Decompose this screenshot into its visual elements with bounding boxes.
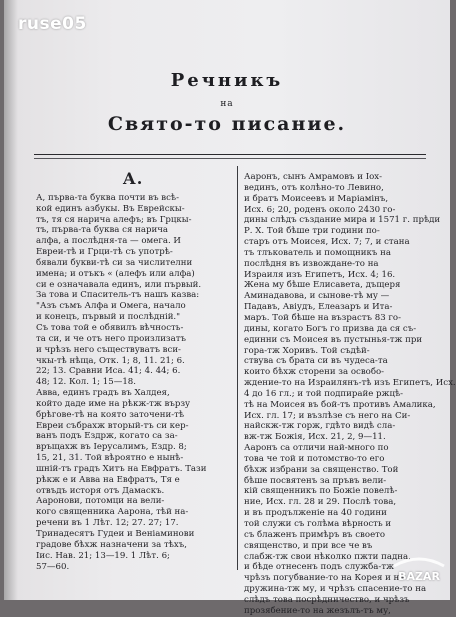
left-column-line: алфа, а послѣдня-та — омега. И bbox=[36, 236, 181, 247]
left-column-line: 22; 13. Сравни Иса. 41; 4. 44; 6. bbox=[36, 366, 181, 377]
left-column-line: Тринадесятъ Гудеи и Веніаминови bbox=[36, 529, 195, 539]
left-column-line: ванъ подъ Ездрж, когато са за- bbox=[36, 431, 178, 442]
right-column-line: слабж-тж свои нѣколко пжти падна, bbox=[244, 551, 411, 562]
right-column-line: кій священникъ по Божіе повелѣ- bbox=[244, 486, 398, 497]
right-column-line: дружина-тж му, и чрѣзъ спасение-то на bbox=[244, 584, 427, 595]
right-column-line: които бѣхж сторени за освобо- bbox=[244, 367, 385, 378]
left-column-line: връщахж въ Іерусалимъ, Ездр. 8; bbox=[36, 442, 187, 453]
right-column-line: съ блаженъ примѣръ въ своето bbox=[244, 529, 386, 540]
left-column-line: отвъдъ исторя отъ Дамаскъ. bbox=[36, 485, 165, 496]
right-column-line: ние, Исх. гл. 28 и 29. Послѣ това, bbox=[244, 497, 397, 508]
title-rule-thin bbox=[34, 158, 426, 159]
left-column-line: кой единъ азбукы. Въ Еврейскы- bbox=[36, 203, 185, 214]
section-letter: А. bbox=[122, 169, 144, 188]
right-column-line: бѣше посвятенъ за пръвъ вели- bbox=[244, 475, 387, 486]
left-column-line: За това и Спаситель-тъ нашъ казва: bbox=[36, 290, 200, 301]
right-column-line: това че той и потомство-то его bbox=[244, 453, 385, 464]
left-column-line: Авва, единъ градъ въ Халдея, bbox=[36, 388, 170, 399]
right-column-line: чрѣзъ погубвание-то на Корея и на bbox=[244, 573, 405, 584]
left-column-line: имена; и отъкъ « (алефъ или алфа) bbox=[36, 268, 195, 279]
right-column-line: священство, и при все че въ bbox=[244, 540, 373, 551]
right-column-line: и бѣде отнесенъ подъ служба-тж bbox=[244, 562, 394, 573]
page-title: Речникъ bbox=[170, 70, 284, 91]
left-column-line: и конецъ, първый и послѣдній." bbox=[36, 312, 181, 323]
left-column-line: шнiй-тъ градъ Хитъ на Евфратъ. Тази bbox=[36, 463, 207, 474]
right-column-line: прозябение-то на жезълъ-тъ му, bbox=[244, 605, 391, 616]
left-column-line: кого священника Аарона, тѣй на- bbox=[36, 507, 189, 518]
right-column-line: дины слѣдъ създание мира и 1571 г. прѣди bbox=[244, 215, 441, 226]
right-column-line: ждение-то на Израилянъ-тѣ изъ Египетъ, Исх. bbox=[244, 378, 456, 389]
left-column-line: който даде име на рѣкж-тж вързу bbox=[36, 398, 191, 409]
left-column-line: тъ, тя ся нарича алефъ; въ Грцкы- bbox=[36, 214, 192, 225]
right-column-line: вединъ, отъ колѣно-то Левино, bbox=[244, 182, 384, 193]
right-column-line: слѣдъ това посрѣдничество, и чрѣзъ bbox=[244, 594, 410, 605]
right-column-line: и въ продълженіе на 40 години bbox=[244, 508, 387, 519]
left-column-line: рѣкж е и Авва на Евфратъ, Тя е bbox=[36, 474, 180, 485]
left-column-line: Евреи-тѣ и Грци-тѣ съ употрѣ- bbox=[36, 247, 173, 258]
right-column-line: Ааронъ, сынъ Амрамовъ и Іох- bbox=[244, 172, 383, 182]
left-column-line: та си, и че отъ него произлизатъ bbox=[36, 333, 186, 344]
right-column-line: 4 до 16 гл.; и той подпирайе ржцѣ- bbox=[244, 388, 404, 399]
left-column-line: си е означавала единъ, или първый. bbox=[36, 279, 202, 290]
right-column-line: Аминадавова, и сынове-тѣ му — bbox=[244, 291, 390, 302]
right-column-line: тъ тлъкователь и помощникъ на bbox=[244, 247, 391, 258]
left-column-line: бявали букви-тѣ си за числителни bbox=[36, 257, 193, 268]
bazar-logo-text: BAZAR bbox=[398, 570, 440, 583]
right-column-line: Ааронъ са отличи най-много по bbox=[244, 443, 389, 454]
bazar-logo bbox=[388, 556, 450, 596]
right-column-line: Р. Х. Той бѣше три години по- bbox=[244, 226, 380, 237]
right-column-line: тѣ на Моисея въ бой-тъ противъ Амалика, bbox=[244, 399, 436, 410]
right-column-line: Исх. 6; 20, роденъ около 2430 го- bbox=[244, 204, 396, 215]
right-column-line: Исх. гл. 17; и възлѣзе съ него на Си- bbox=[244, 410, 411, 421]
page-subtitle: Свято-то писание. bbox=[107, 113, 347, 135]
right-column-line: ствува съ брата си въ чудеса-та bbox=[244, 356, 388, 367]
right-column-line: бѣхж избрани за священство. Той bbox=[244, 464, 399, 475]
right-column-line: дины, когато Богъ го призва да ся съ- bbox=[244, 323, 417, 334]
left-column-line: Іис. Нав. 21; 13—19. 1 Лѣт. 6; bbox=[36, 550, 170, 561]
right-column-line: единни съ Моисея въ пустынья-тж при bbox=[244, 334, 423, 345]
left-column-line: Ааронови, потомци на вели- bbox=[36, 496, 165, 507]
left-column-line: брѣгове-тѣ на коятo заточени-тѣ bbox=[36, 409, 185, 420]
left-column-text bbox=[36, 193, 230, 573]
page-title-connector: на bbox=[220, 99, 234, 109]
left-column-line: чкы-тѣ нѣща, Отк. 1; 8, 11. 21; 6. bbox=[36, 355, 185, 366]
left-column-line: 57—60. bbox=[36, 561, 70, 572]
right-column-line: старъ отъ Моисея, Исх. 7; 7, и стана bbox=[244, 237, 410, 248]
site-watermark: ruse05 bbox=[18, 14, 87, 34]
right-column-line: и братъ Моисеевъ и Маріамінъ, bbox=[244, 193, 389, 204]
left-column-line: Съ това той е обявилъ вѣчность- bbox=[36, 322, 184, 333]
title-rule-thick bbox=[34, 154, 426, 155]
left-column-line: градове бѣхж назначени за тѣхъ, bbox=[36, 539, 187, 550]
left-column-line: и чрѣзъ него съществуватъ вси- bbox=[36, 344, 181, 355]
right-column-line: гора-тж Хоривъ. Той съдѣй- bbox=[244, 345, 370, 356]
left-column-line: "Азъ съмъ Алфа и Омега, начало bbox=[36, 301, 186, 312]
right-column-text bbox=[244, 172, 456, 617]
left-column-line: речени въ 1 Лѣт. 12; 27. 27; 17. bbox=[36, 518, 179, 529]
right-column-line: маръ. Той бѣше на възрастъ 83 го- bbox=[244, 312, 401, 323]
column-divider bbox=[237, 166, 238, 570]
right-column-line: найскж-тж горж, гдѣто видѣ сла- bbox=[244, 421, 396, 432]
right-column-line: Жена му бѣше Елисавета, дъщеря bbox=[244, 280, 401, 291]
left-column-line: 15, 21, 31. Той вѣроятно е нынѣ- bbox=[36, 453, 184, 464]
left-column-line: А, първа-та буква почти въ всѣ- bbox=[36, 192, 180, 203]
left-column bbox=[36, 169, 230, 592]
book-page bbox=[4, 0, 456, 616]
right-column-line: вж-тж Божія, Исх. 21, 2, 9—11. bbox=[244, 432, 386, 443]
left-column-line: Евреи събрахж вторый-тъ си кер- bbox=[36, 420, 189, 431]
left-column-line: тъ, първа-та буква ся нарича bbox=[36, 225, 169, 236]
right-column-line: Падавъ, Авіудъ, Елеазаръ и Ита- bbox=[244, 302, 393, 313]
right-column-line: послѣдня въ извождане-то на bbox=[244, 258, 379, 269]
left-column-line: 48; 12. Кол. 1; 15—18. bbox=[36, 377, 136, 388]
right-column-line: Израиля изъ Египетъ, Исх. 4; 16. bbox=[244, 269, 396, 280]
right-column bbox=[244, 172, 456, 616]
right-column-line: той служи съ голѣма вѣрность и bbox=[244, 519, 392, 529]
